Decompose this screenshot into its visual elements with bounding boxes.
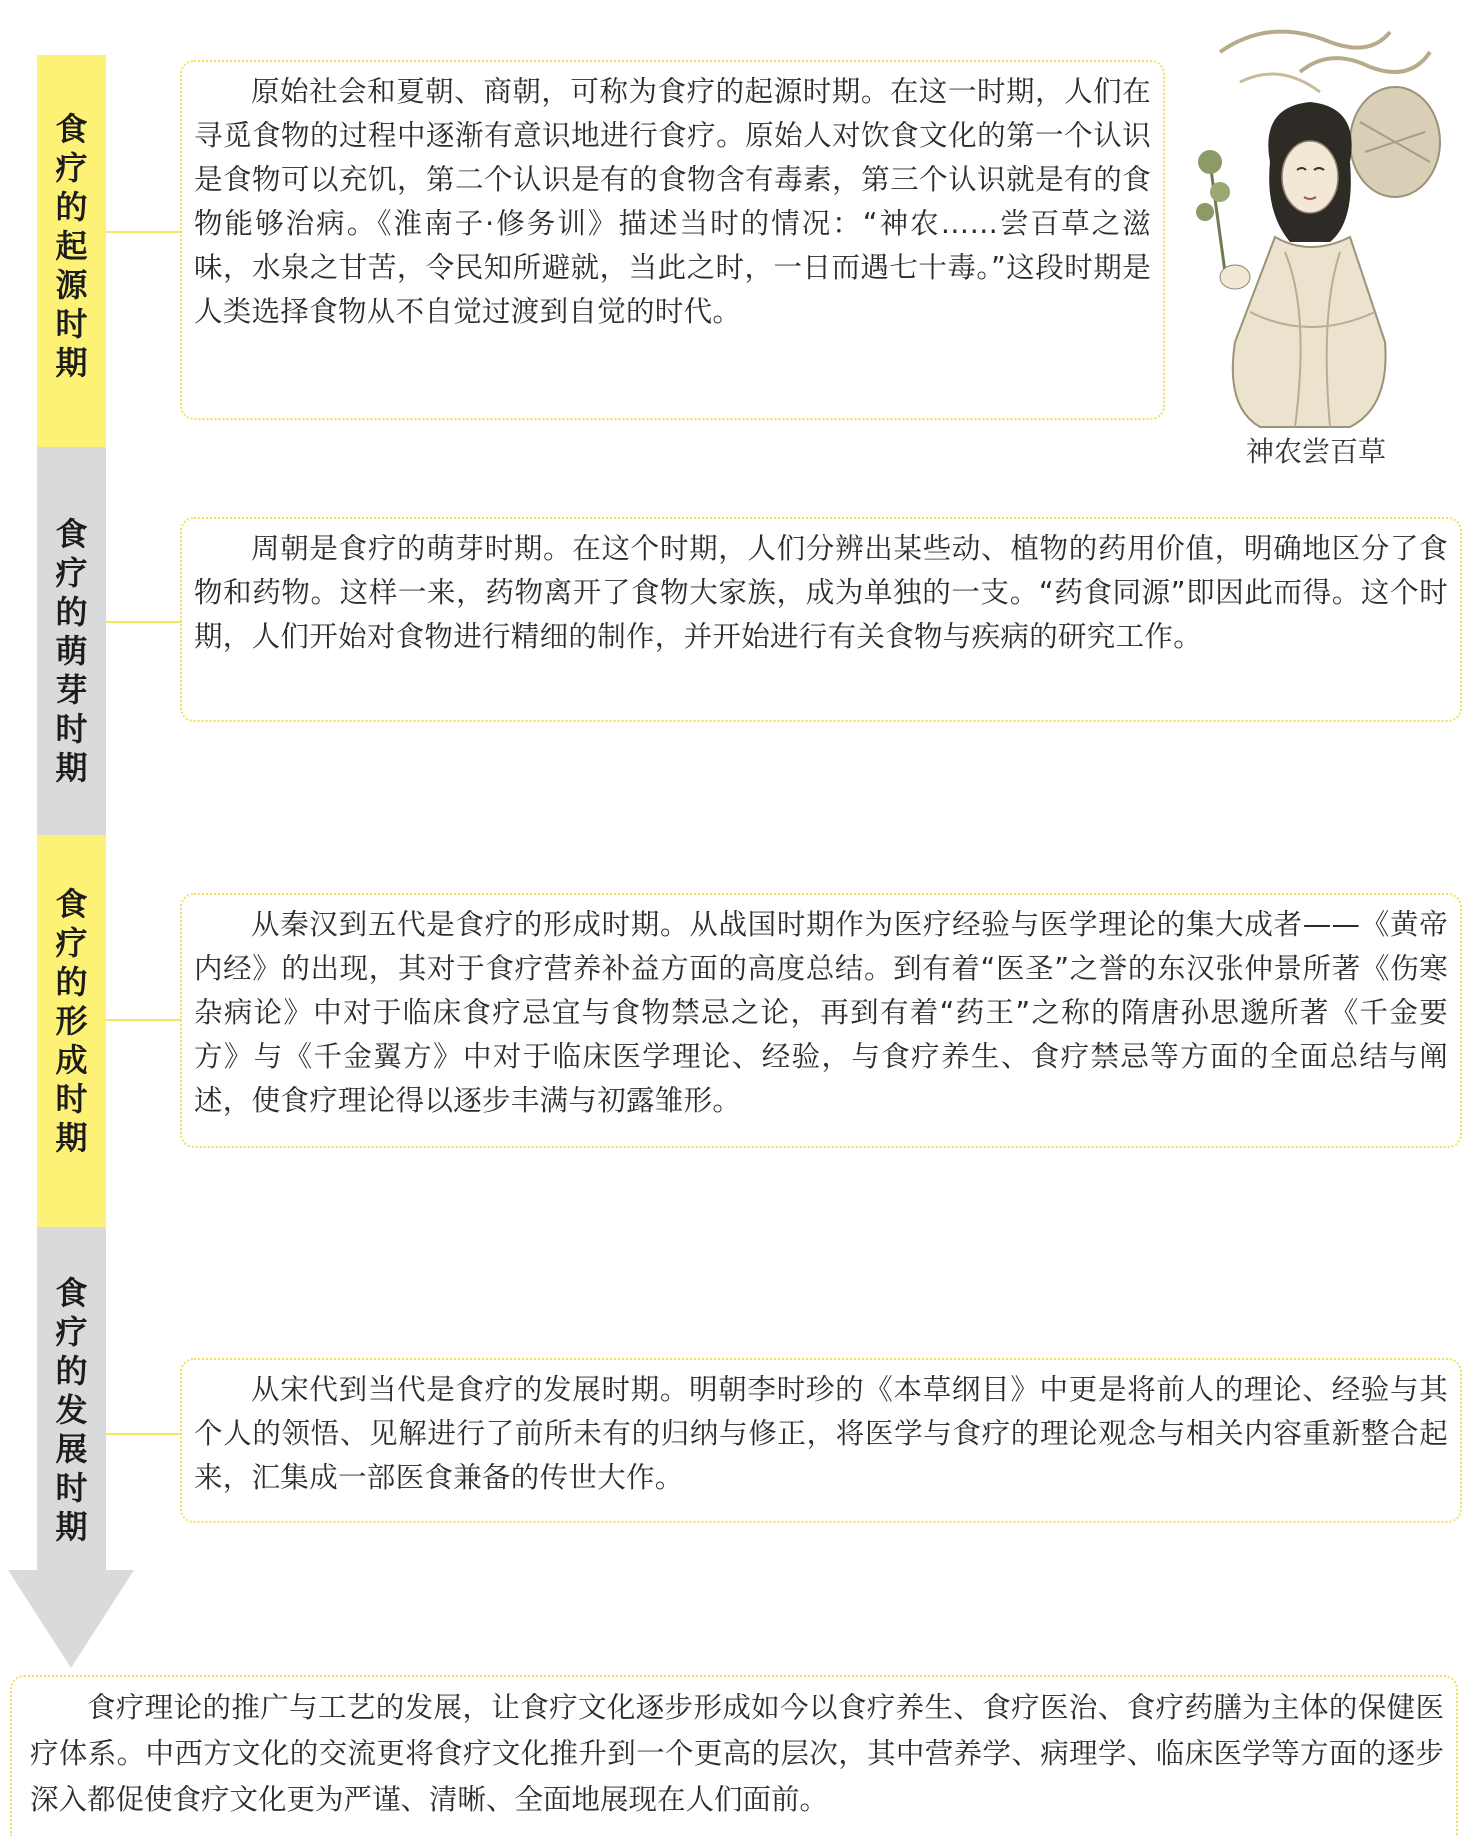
timeline-segment-development [37, 1227, 106, 1572]
period-label-formation: 食疗的形成时期 [55, 885, 88, 1157]
period-card-formation [180, 893, 1462, 1148]
period-label-development: 食疗的发展时期 [55, 1274, 88, 1546]
shennong-illustration [1180, 12, 1460, 432]
period-card-development [180, 1358, 1462, 1523]
summary-card [10, 1675, 1458, 1836]
connector-development [106, 1433, 182, 1435]
period-label-origin: 食疗的起源时期 [55, 110, 88, 382]
period-text-development: 从宋代到当代是食疗的发展时期。明朝李时珍的《本草纲目》中更是将前人的理论、经验与其个人的领悟、见解进行了前所未有的归纳与修正，将医学与食疗的理论观念与相关内容重新整合起来，汇集成一部医食兼备的传世大作。 [194, 1373, 1448, 1494]
period-card-sprout [180, 517, 1462, 722]
timeline-segment-formation [37, 835, 106, 1227]
connector-formation [106, 1019, 182, 1021]
summary-text: 食疗理论的推广与工艺的发展，让食疗文化逐步形成如今以食疗养生、食疗医治、食疗药膳为主体的保健医疗体系。中西方文化的交流更将食疗文化推升到一个更高的层次，其中营养学、病理学、临床医学等方面的逐步深入都促使食疗文化更为严谨、清晰、全面地展现在人们面前。 [30, 1691, 1444, 1816]
period-card-origin [180, 60, 1165, 420]
timeline-segment-sprout [37, 447, 106, 835]
connector-sprout [106, 621, 182, 623]
period-text-sprout: 周朝是食疗的萌芽时期。在这个时期，人们分辨出某些动、植物的药用价值，明确地区分了食物和药物。这样一来，药物离开了食物大家族，成为单独的一支。“药食同源”即因此而得。这个时期，人们开始对食物进行精细的制作，并开始进行有关食物与疾病的研究工作。 [194, 532, 1448, 653]
timeline-arrow-head [8, 1570, 134, 1668]
timeline-segment-origin [37, 55, 106, 447]
period-text-formation: 从秦汉到五代是食疗的形成时期。从战国时期作为医疗经验与医学理论的集大成者——《黄帝内经》的出现，其对于食疗营养补益方面的高度总结。到有着“医圣”之誉的东汉张仲景所著《伤寒杂病论》中对于临床食疗忌宜与食物禁忌之论，再到有着“药王”之称的隋唐孙思邈所著《千金要方》与《千金翼方》中对于临床医学理论、经验，与食疗养生、食疗禁忌等方面的全面总结与阐述，使食疗理论得以逐步丰满与初露雏形。 [194, 908, 1448, 1117]
period-label-sprout: 食疗的萌芽时期 [55, 515, 88, 787]
figure-caption: 神农尝百草 [1245, 435, 1386, 468]
connector-origin [106, 231, 182, 233]
period-text-origin: 原始社会和夏朝、商朝，可称为食疗的起源时期。在这一时期，人们在寻觅食物的过程中逐渐有意识地进行食疗。原始人对饮食文化的第一个认识是食物可以充饥，第二个认识是有的食物含有毒素，第三个认识就是有的食物能够治病。《淮南子·修务训》描述当时的情况：“神农……尝百草之滋味，水泉之甘苦，令民知所避就，当此之时，一日而遇七十毒。”这段时期是人类选择食物从不自觉过渡到自觉的时代。 [194, 75, 1151, 328]
